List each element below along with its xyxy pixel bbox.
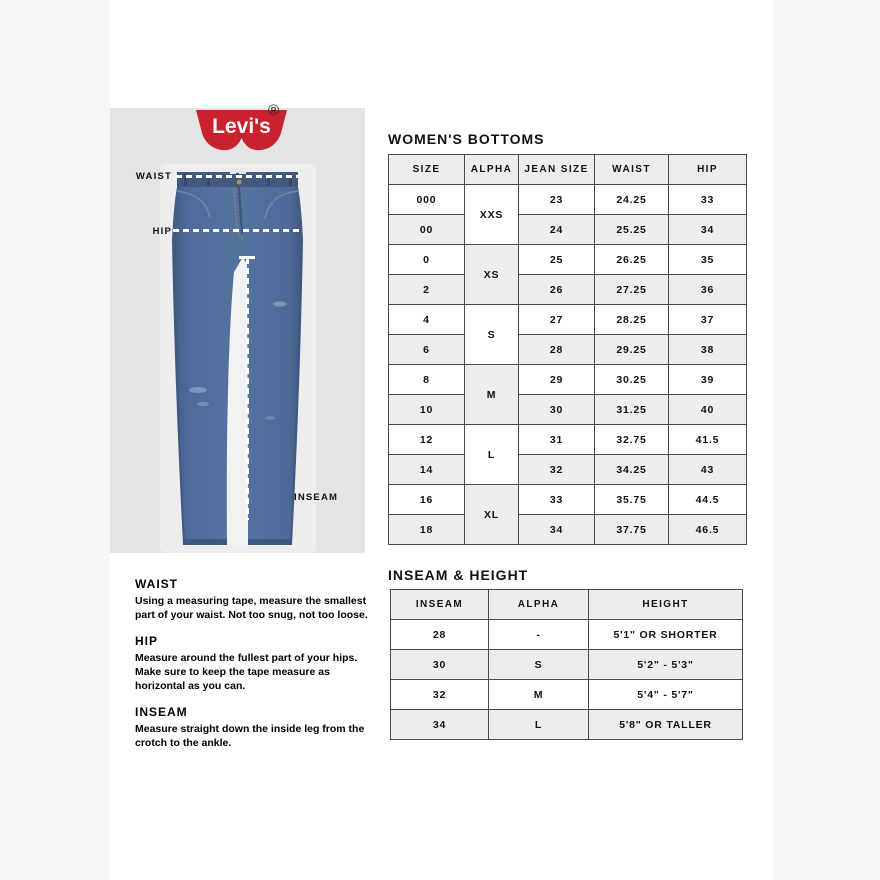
waist-cell: 34.25 bbox=[595, 455, 669, 485]
table-row bbox=[389, 515, 747, 545]
table-header-row bbox=[389, 155, 747, 185]
alpha-cell: L bbox=[489, 710, 589, 740]
col-header-inseam: INSEAM bbox=[391, 590, 489, 620]
jean-size-cell: 34 bbox=[519, 515, 595, 545]
table-row bbox=[389, 485, 747, 515]
size-cell: 16 bbox=[389, 485, 465, 515]
height-cell: 5'2" - 5'3" bbox=[589, 650, 743, 680]
table-row bbox=[389, 185, 747, 215]
waist-diagram-label: WAIST bbox=[135, 171, 172, 182]
size-cell: 18 bbox=[389, 515, 465, 545]
table-row bbox=[389, 215, 747, 245]
size-cell: 000 bbox=[389, 185, 465, 215]
guide-heading-inseam: INSEAM bbox=[135, 705, 188, 719]
size-cell: 00 bbox=[389, 215, 465, 245]
jean-size-cell: 25 bbox=[519, 245, 595, 275]
hip-measure-line bbox=[173, 229, 303, 232]
table-row bbox=[389, 425, 747, 455]
guide-heading-hip: HIP bbox=[135, 634, 159, 648]
womens-bottoms-title: WOMEN'S BOTTOMS bbox=[388, 131, 545, 147]
alpha-cell: - bbox=[489, 620, 589, 650]
inseam-measure-line bbox=[246, 258, 249, 520]
waist-cell: 28.25 bbox=[595, 305, 669, 335]
size-cell: 6 bbox=[389, 335, 465, 365]
alpha-cell: M bbox=[489, 680, 589, 710]
height-cell: 5'4" - 5'7" bbox=[589, 680, 743, 710]
height-cell: 5'1" OR SHORTER bbox=[589, 620, 743, 650]
inseam-cell: 34 bbox=[391, 710, 489, 740]
size-cell: 2 bbox=[389, 275, 465, 305]
table-row bbox=[391, 620, 743, 650]
hip-cell: 44.5 bbox=[669, 485, 747, 515]
alpha-cell: L bbox=[465, 425, 519, 485]
hip-cell: 41.5 bbox=[669, 425, 747, 455]
table-row bbox=[389, 455, 747, 485]
col-header-hip: HIP bbox=[669, 155, 747, 185]
waist-measure-line bbox=[176, 175, 300, 178]
jean-size-cell: 23 bbox=[519, 185, 595, 215]
alpha-cell: XXS bbox=[465, 185, 519, 245]
size-cell: 0 bbox=[389, 245, 465, 275]
size-cell: 10 bbox=[389, 395, 465, 425]
alpha-cell: XL bbox=[465, 485, 519, 545]
table-row bbox=[391, 650, 743, 680]
table-row bbox=[391, 710, 743, 740]
jean-size-cell: 26 bbox=[519, 275, 595, 305]
jean-size-cell: 29 bbox=[519, 365, 595, 395]
jean-size-cell: 28 bbox=[519, 335, 595, 365]
hip-cell: 40 bbox=[669, 395, 747, 425]
jean-size-cell: 32 bbox=[519, 455, 595, 485]
inseam-cell: 30 bbox=[391, 650, 489, 680]
alpha-cell: XS bbox=[465, 245, 519, 305]
col-header-height: HEIGHT bbox=[589, 590, 743, 620]
size-cell: 4 bbox=[389, 305, 465, 335]
col-header-alpha: ALPHA bbox=[489, 590, 589, 620]
inseam-diagram-label: INSEAM bbox=[294, 492, 339, 503]
hip-cell: 35 bbox=[669, 245, 747, 275]
table-row bbox=[389, 305, 747, 335]
alpha-cell: S bbox=[465, 305, 519, 365]
guide-item-waist bbox=[135, 577, 373, 622]
table-row bbox=[389, 245, 747, 275]
table-row bbox=[389, 365, 747, 395]
waist-cell: 31.25 bbox=[595, 395, 669, 425]
guide-text-inseam: Measure straight down the inside leg from the crotch to the ankle. bbox=[135, 723, 365, 749]
svg-text:®: ® bbox=[268, 102, 280, 119]
jeans-diagram-panel bbox=[110, 102, 365, 553]
hip-cell: 33 bbox=[669, 185, 747, 215]
waist-cell: 37.75 bbox=[595, 515, 669, 545]
waist-cell: 25.25 bbox=[595, 215, 669, 245]
jean-size-cell: 31 bbox=[519, 425, 595, 455]
guide-item-hip bbox=[135, 634, 373, 693]
table-row bbox=[389, 335, 747, 365]
jean-size-cell: 33 bbox=[519, 485, 595, 515]
table-header-row bbox=[391, 590, 743, 620]
hip-diagram-label: HIP bbox=[152, 226, 172, 237]
jean-size-cell: 30 bbox=[519, 395, 595, 425]
table-row bbox=[389, 395, 747, 425]
hip-cell: 36 bbox=[669, 275, 747, 305]
hip-cell: 39 bbox=[669, 365, 747, 395]
waist-cell: 26.25 bbox=[595, 245, 669, 275]
size-cell: 12 bbox=[389, 425, 465, 455]
table-row bbox=[391, 680, 743, 710]
waist-cell: 30.25 bbox=[595, 365, 669, 395]
svg-text:Levi's: Levi's bbox=[212, 115, 271, 138]
col-header-alpha: ALPHA bbox=[465, 155, 519, 185]
col-header-waist: WAIST bbox=[595, 155, 669, 185]
guide-item-inseam bbox=[135, 705, 373, 750]
hip-cell: 34 bbox=[669, 215, 747, 245]
size-cell: 14 bbox=[389, 455, 465, 485]
hip-cell: 38 bbox=[669, 335, 747, 365]
guide-text-hip: Measure around the fullest part of your hips. Make sure to keep the tape measure as horizontal as you can. bbox=[135, 652, 358, 692]
guide-heading-waist: WAIST bbox=[135, 577, 178, 591]
height-cell: 5'8" OR TALLER bbox=[589, 710, 743, 740]
inseam-height-table bbox=[390, 589, 743, 740]
waist-cell: 24.25 bbox=[595, 185, 669, 215]
alpha-cell: M bbox=[465, 365, 519, 425]
col-header-size: SIZE bbox=[389, 155, 465, 185]
waist-cell: 35.75 bbox=[595, 485, 669, 515]
waist-cell: 27.25 bbox=[595, 275, 669, 305]
alpha-cell: S bbox=[489, 650, 589, 680]
hip-cell: 37 bbox=[669, 305, 747, 335]
waist-cell: 29.25 bbox=[595, 335, 669, 365]
jean-size-cell: 27 bbox=[519, 305, 595, 335]
inseam-cell: 32 bbox=[391, 680, 489, 710]
waist-cell: 32.75 bbox=[595, 425, 669, 455]
hip-cell: 46.5 bbox=[669, 515, 747, 545]
inseam-height-title: INSEAM & HEIGHT bbox=[388, 567, 529, 583]
guide-text-waist: Using a measuring tape, measure the smallest part of your waist. Not too snug, not too loose. bbox=[135, 595, 368, 621]
size-guide-content bbox=[110, 0, 773, 880]
col-header-jean-size: JEAN SIZE bbox=[519, 155, 595, 185]
size-cell: 8 bbox=[389, 365, 465, 395]
measurement-guide bbox=[135, 577, 373, 762]
hip-cell: 43 bbox=[669, 455, 747, 485]
inseam-cell: 28 bbox=[391, 620, 489, 650]
jean-size-cell: 24 bbox=[519, 215, 595, 245]
womens-bottoms-table bbox=[388, 154, 747, 545]
table-row bbox=[389, 275, 747, 305]
